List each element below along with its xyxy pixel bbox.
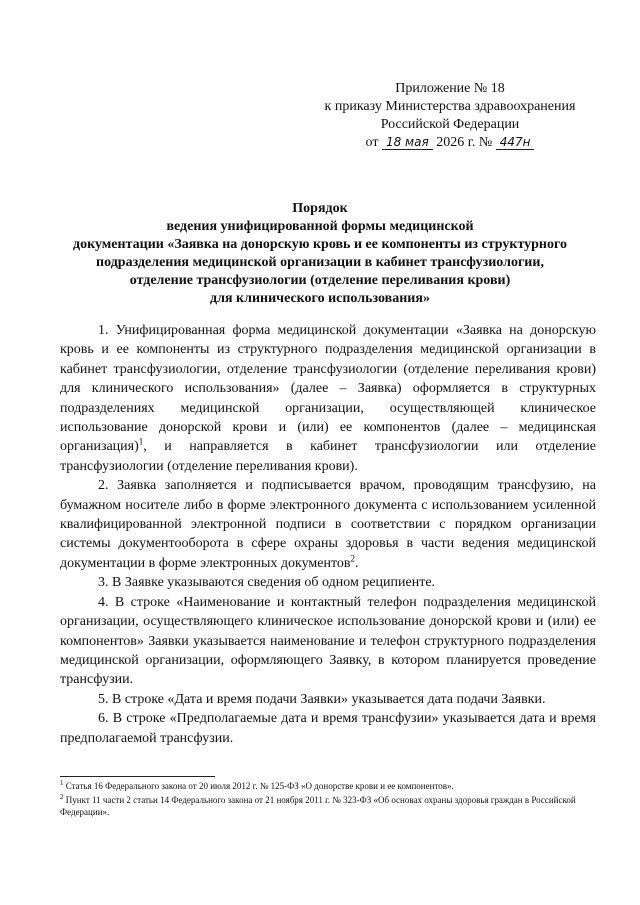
appendix-order-ref: к приказу Министерства здравоохранения <box>324 99 576 114</box>
footnote-text: Статья 16 Федерального закона от 20 июля 2012 г. № 125-ФЗ «О донорстве крови и ее компонентов». <box>63 781 454 791</box>
footnote-ref-2: 2 <box>350 553 356 564</box>
handwritten-date: 18 мая <box>382 135 433 150</box>
document-title <box>40 200 600 308</box>
title-line: Порядок <box>292 201 348 216</box>
title-line: для клинического использования» <box>210 291 430 306</box>
footnote-2 <box>60 794 600 818</box>
paragraph-text: , и направляется в кабинет трансфузиологии или отделение трансфузиологии (отделение переливания крови). <box>60 439 596 474</box>
paragraph-2 <box>60 476 596 573</box>
footnote-text: Пункт 11 части 2 статьи 14 Федерального закона от 21 ноября 2011 г. № 323-ФЗ «Об основах охраны здоровья граждан в Российской Федерации». <box>60 795 576 817</box>
paragraph-text: . <box>355 555 359 571</box>
paragraph-text: 2. Заявка заполняется и подписывается врачом, проводящим трансфузию, на бумажном носителе либо в форме электронного документа с использованием усиленной квалифицированной электронной подписи в соответствии с порядком организации системы документооборота в сфере охраны здоровья в части ведения медицинской документации в форме электронных документов <box>60 478 596 571</box>
year-text: 2026 г. № <box>436 135 493 150</box>
footnote-divider <box>60 776 215 777</box>
footnote-mark: 2 <box>60 793 64 801</box>
document-body <box>60 321 596 748</box>
paragraph-3: 3. В Заявке указываются сведения об одном реципиенте. <box>98 575 436 591</box>
paragraph-5: 5. В строке «Дата и время подачи Заявки» указывается дата подачи Заявки. <box>98 691 546 707</box>
footnotes <box>60 780 600 820</box>
appendix-date-line <box>300 134 600 152</box>
footnote-ref-1: 1 <box>138 436 144 447</box>
paragraph-4: 4. В строке «Наименование и контактный телефон подразделения медицинской организации, осуществляющего клиническое использование донорской крови и (или) ее компонентов» Заявки указывается наименование и телефон структурного подразделения медицинской организации, оформляющего Заявку, в котором планируется проведение трансфузии. <box>60 594 596 688</box>
title-line: ведения унифицированной формы медицинской <box>166 219 474 234</box>
date-prefix: от <box>365 135 379 150</box>
title-line: документации «Заявка на донорскую кровь и ее компоненты из структурного <box>73 237 567 252</box>
paragraph-text: 1. Унифицированная форма медицинской документации «Заявка на донорскую кровь и ее компоненты из структурного подразделения медицинской организации в кабинет трансфузиологии, отделение трансфузиологии (отделение переливания крови) для клинического использования» (далее – Заявка) оформляется в структурных подразделениях медицинской организации, осуществляющей клиническое использование донорской крови и (или) ее компонентов (далее – медицинская организация) <box>60 323 596 455</box>
appendix-country: Российской Федерации <box>380 117 520 132</box>
paragraph-6: 6. В строке «Предполагаемые дата и время трансфузии» указывается дата и время предполагаемой трансфузии. <box>60 711 596 746</box>
appendix-header <box>300 80 600 152</box>
title-line: отделение трансфузиологии (отделение переливания крови) <box>129 273 511 288</box>
title-line: подразделения медицинской организации в кабинет трансфузиологии, <box>96 255 544 270</box>
paragraph-1 <box>60 321 596 476</box>
appendix-number: Приложение № 18 <box>395 81 505 96</box>
handwritten-number: 447н <box>496 135 535 150</box>
footnote-1 <box>60 780 600 792</box>
footnote-mark: 1 <box>60 779 64 787</box>
